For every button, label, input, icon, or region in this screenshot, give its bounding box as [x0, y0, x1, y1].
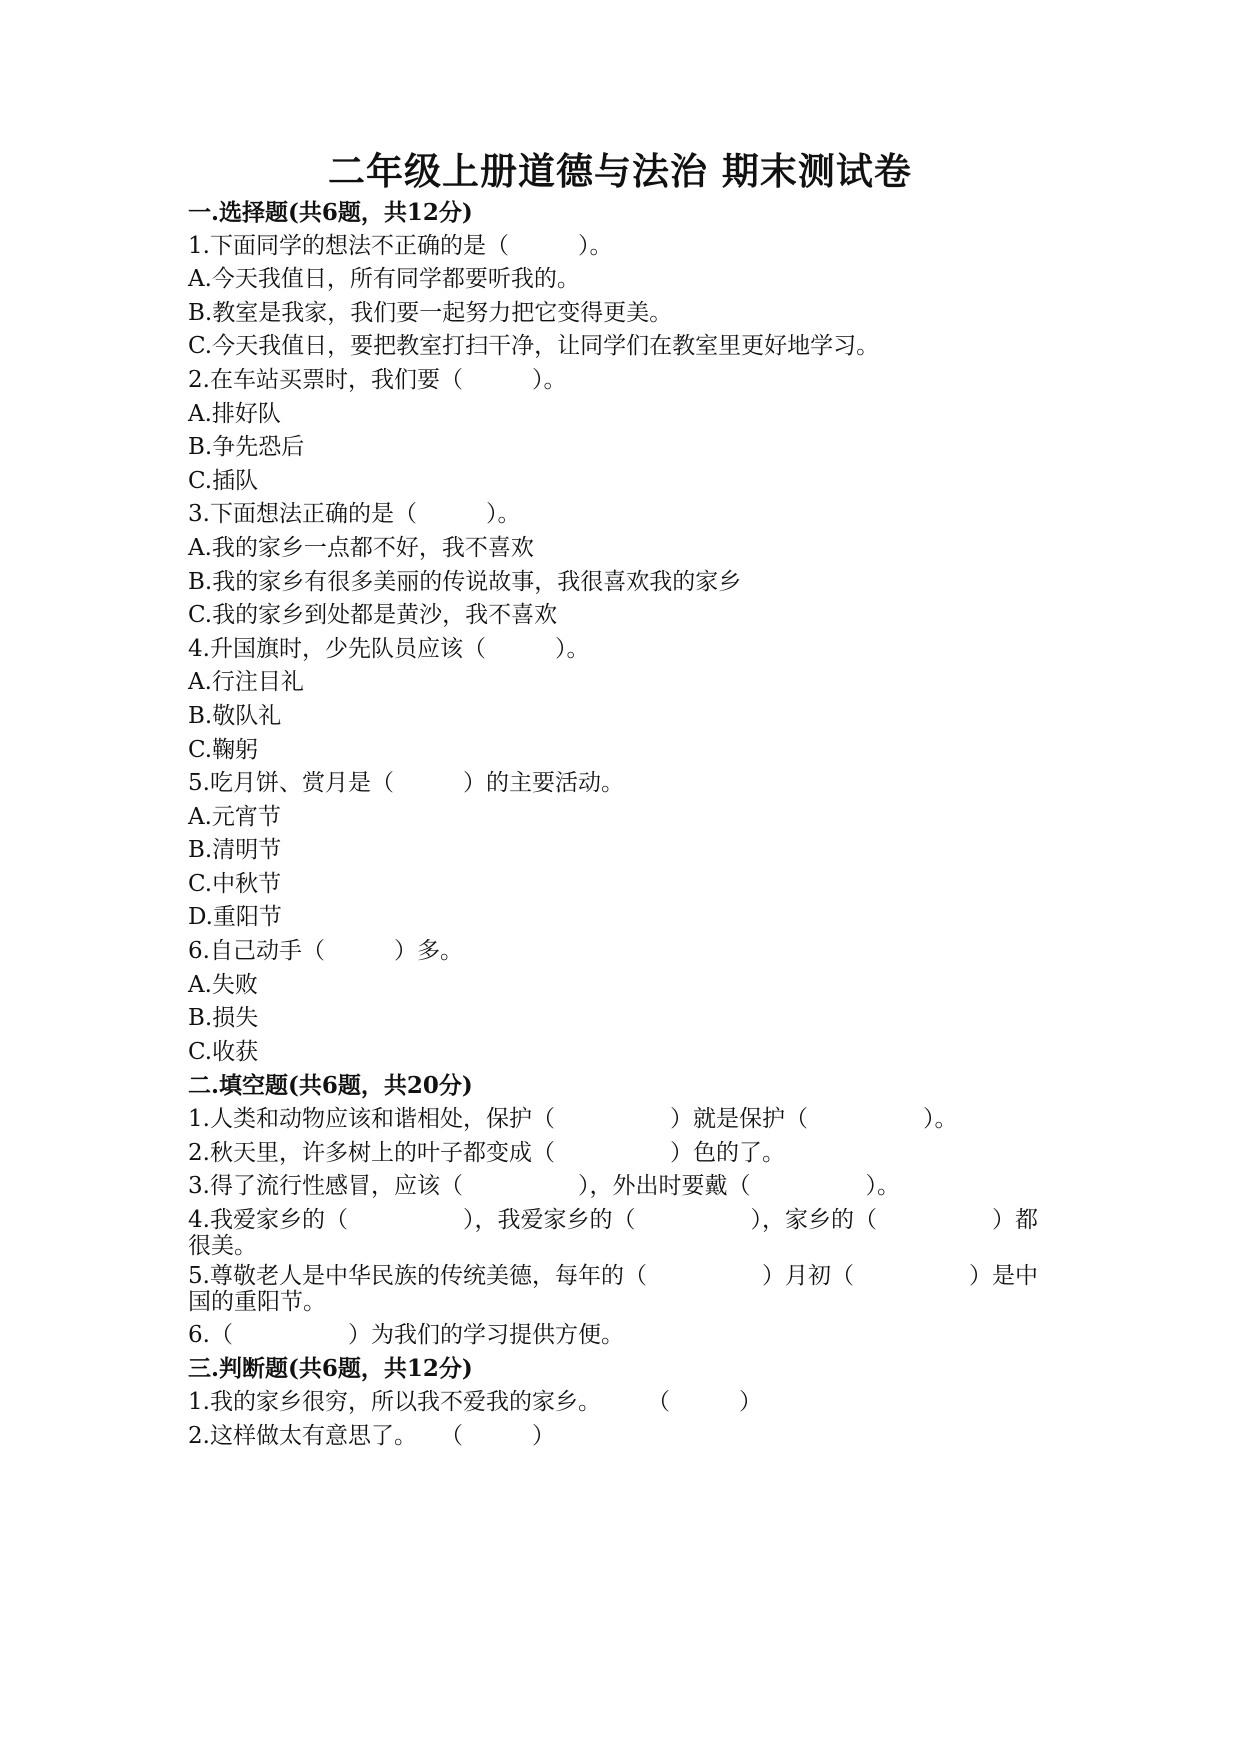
section-choice — [188, 196, 1048, 1069]
option-line: C.收获 — [188, 1038, 259, 1065]
question-line: 2.这样做太有意思了。 （ ） — [188, 1422, 555, 1449]
option-line: A.我的家乡一点都不好，我不喜欢 — [188, 534, 534, 561]
question-line: 1.我的家乡很穷，所以我不爱我的家乡。 （ ） — [188, 1389, 762, 1415]
section-fill-in — [188, 1069, 1048, 1352]
option-line: D.重阳节 — [188, 904, 282, 931]
question-line: 5.吃月饼、赏月是（ ）的主要活动。 — [188, 770, 624, 797]
option-line: A.失败 — [188, 971, 258, 998]
option-line: C.今天我值日，要把教室打扫干净，让同学们在教室里更好地学习。 — [188, 333, 880, 360]
exam-content — [188, 196, 1048, 1453]
option-line: B.我的家乡有很多美丽的传说故事，我很喜欢我的家乡 — [188, 568, 742, 595]
question-line: 2.秋天里，许多树上的叶子都变成（ ）色的了。 — [188, 1139, 785, 1166]
option-line: A.元宵节 — [188, 803, 281, 830]
question-line: 2.在车站买票时，我们要（ ）。 — [188, 366, 567, 393]
question-line: 3.下面想法正确的是（ ）。 — [188, 501, 521, 528]
option-line: B.损失 — [188, 1005, 259, 1032]
option-line: B.清明节 — [188, 837, 282, 864]
option-line: C.插队 — [188, 467, 259, 494]
option-line: A.排好队 — [188, 400, 281, 427]
question-line: 1.下面同学的想法不正确的是（ ）。 — [188, 232, 613, 259]
page-title: 二年级上册道德与法治 期末测试卷 — [328, 149, 912, 193]
section-true-false — [188, 1352, 1048, 1453]
option-line: B.争先恐后 — [188, 434, 305, 461]
section-heading: 三.判断题(共6题，共12分) — [188, 1355, 473, 1383]
section-heading: 一.选择题(共6题，共12分) — [188, 199, 473, 226]
question-line: 1.人类和动物应该和谐相处，保护（ ）就是保护（ ）。 — [188, 1106, 958, 1133]
question-line: 3.得了流行性感冒，应该（ ），外出时要戴（ ）。 — [188, 1173, 900, 1200]
section-heading: 二.填空题(共6题，共20分) — [188, 1072, 473, 1100]
question-line: 5.尊敬老人是中华民族的传统美德，每年的（ ）月初（ ）是中国的重阳节。 — [188, 1262, 1038, 1315]
question-line: 4.我爱家乡的（ ），我爱家乡的（ ），家乡的（ ）都很美。 — [188, 1206, 1038, 1259]
question-line: 6.自己动手（ ）多。 — [188, 938, 463, 965]
question-line: 6.（ ）为我们的学习提供方便。 — [188, 1321, 624, 1348]
option-line: A.今天我值日，所有同学都要听我的。 — [188, 266, 580, 293]
question-line: 4.升国旗时，少先队员应该（ ）。 — [188, 635, 590, 662]
option-line: C.鞠躬 — [188, 736, 259, 763]
option-line: B.教室是我家，我们要一起努力把它变得更美。 — [188, 299, 673, 326]
option-line: B.敬队礼 — [188, 702, 282, 729]
option-line: A.行注目礼 — [188, 669, 304, 696]
option-line: C.我的家乡到处都是黄沙，我不喜欢 — [188, 602, 558, 629]
option-line: C.中秋节 — [188, 870, 282, 897]
